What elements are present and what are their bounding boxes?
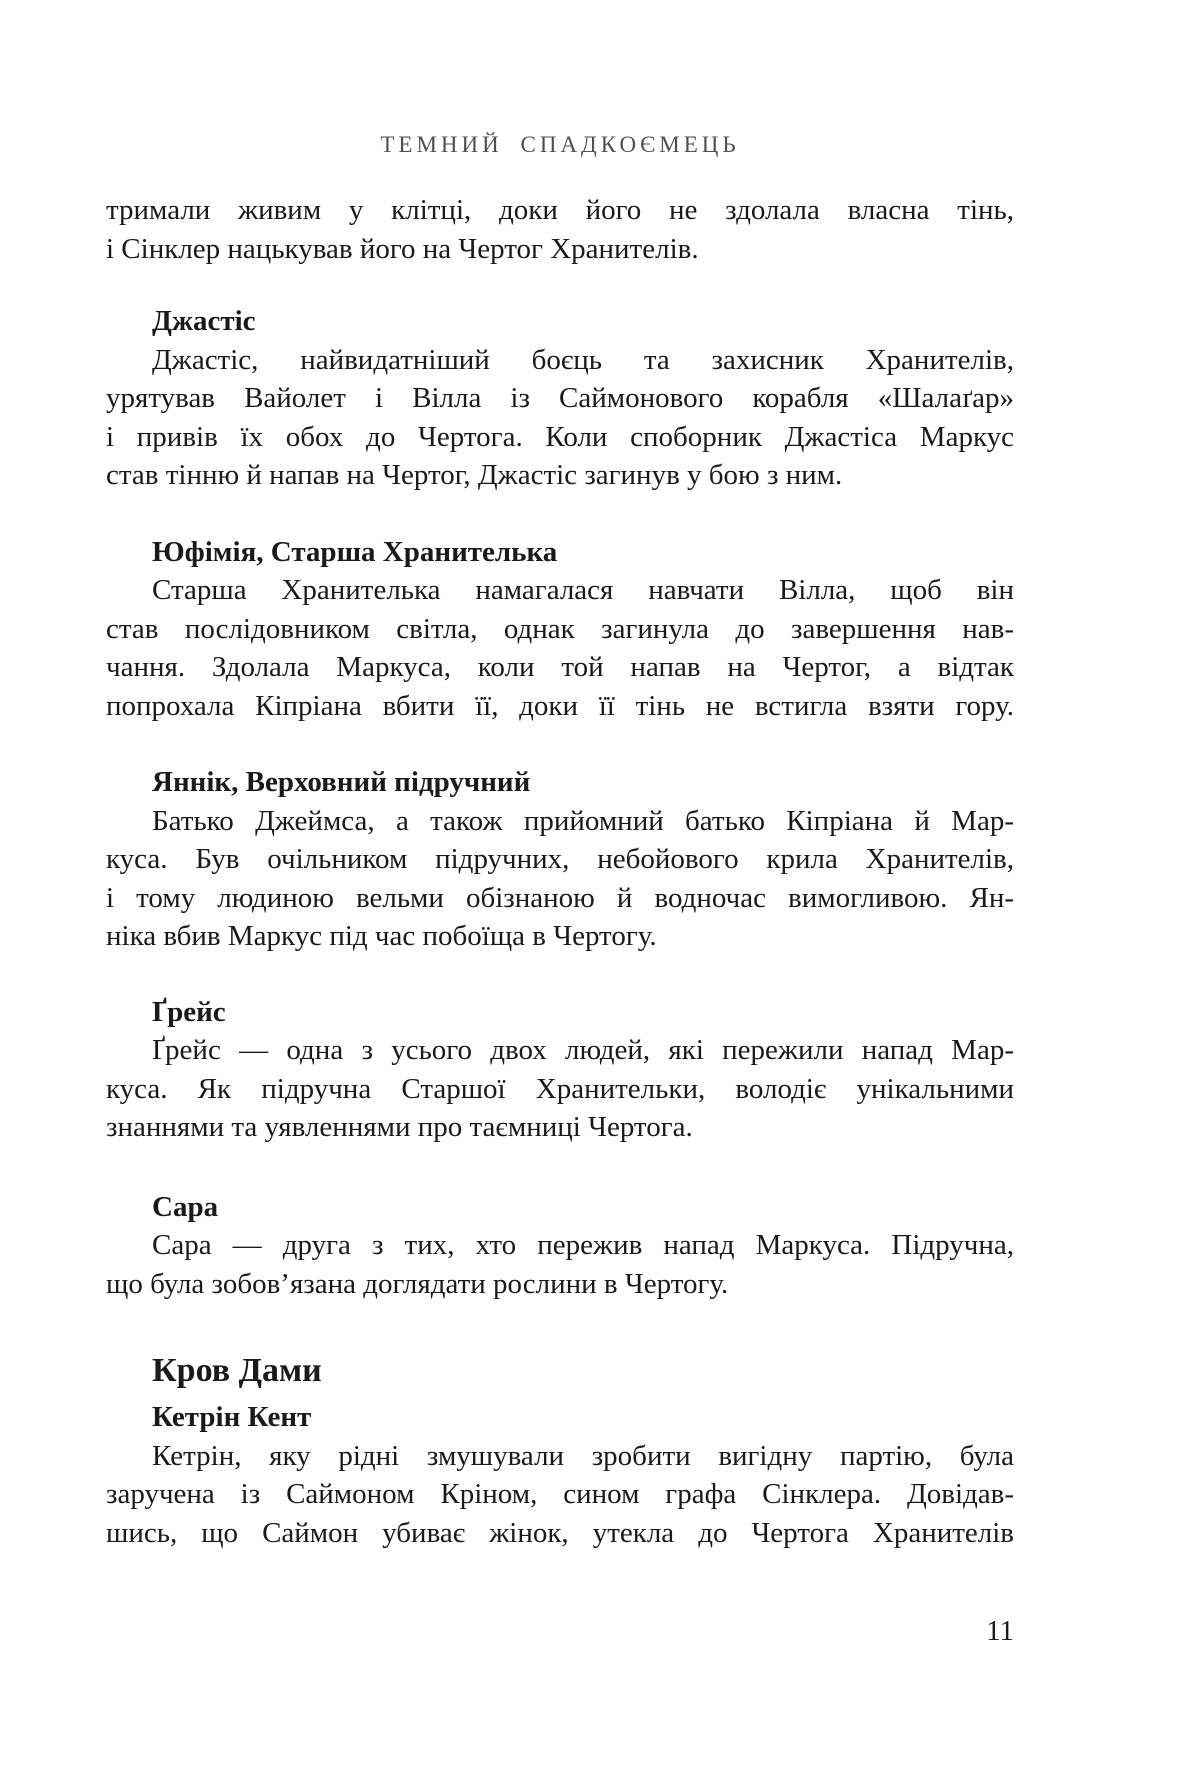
- body-line: ніка вбив Маркус під час побоїща в Чертогу.: [106, 920, 657, 952]
- body-line: тримали живим у клітці, доки його не здолала власна тінь,: [106, 194, 1014, 226]
- page-number: 11: [986, 1615, 1014, 1647]
- character-heading: Сара: [152, 1190, 219, 1223]
- group-heading: Кров Дами: [152, 1352, 322, 1389]
- body-line: Старша Хранителька намагалася навчати Вілла, щоб він: [152, 574, 1014, 606]
- body-line: куса. Як підручна Старшої Хранительки, володіє унікальними: [106, 1072, 1014, 1105]
- body-line: став тінню й напав на Чертог, Джастіс загинув у бою з ним.: [106, 459, 843, 491]
- character-section: [106, 302, 1014, 495]
- body-line: що була зобов’язана доглядати рослини в Чертогу.: [106, 1267, 729, 1300]
- body-line: шись, що Саймон убиває жінок, утекла до Чертога Хранителів: [106, 1516, 1014, 1549]
- body-line: Кетрін, яку рідні змушували зробити вигідну партію, була: [152, 1439, 1014, 1472]
- body-line: попрохала Кіпріана вбити її, доки її тінь не встигла взяти гору.: [106, 689, 1014, 722]
- character-heading: Ґрейс: [152, 995, 226, 1028]
- character-section: [106, 763, 1014, 956]
- body-line: став послідовником світла, однак загинула до завершення нав-: [106, 612, 1014, 645]
- character-heading: Яннік, Верховний підручний: [152, 766, 531, 798]
- body-line: і привів їх обох до Чертога. Коли споборник Джастіса Маркус: [106, 420, 1014, 453]
- body-line: Батько Джеймса, а також прийомний батько Кіпріана й Мар-: [152, 804, 1014, 837]
- character-heading: Юфімія, Старша Хранителька: [152, 535, 558, 568]
- text-column: [106, 0, 1014, 1651]
- character-section: [106, 1188, 1014, 1304]
- character-section: [106, 1398, 1014, 1552]
- body-line: знаннями та уявленнями про таємниці Чертога.: [106, 1111, 693, 1143]
- body-line: Ґрейс — одна з усього двох людей, які пережили напад Мар-: [152, 1034, 1014, 1066]
- character-section: [106, 533, 1014, 726]
- running-header: ТЕМНИЙ СПАДКОЄМЕЦЬ: [380, 132, 740, 157]
- body-line: урятував Вайолет і Вілла із Саймонового корабля «Шалаґар»: [106, 382, 1014, 414]
- paragraph-continuation: [106, 191, 1014, 268]
- body-line: куса. Був очільником підручних, небойового крила Хранителів,: [106, 843, 1014, 875]
- body-line: і Сінклер нацькував його на Чертог Хранителів.: [106, 232, 699, 265]
- character-heading: Джастіс: [152, 305, 256, 337]
- body-line: Джастіс, найвидатніший боєць та захисник Хранителів,: [152, 343, 1014, 376]
- body-line: чання. Здолала Маркуса, коли той напав на Чертог, а відтак: [106, 651, 1014, 683]
- body-line: заручена із Саймоном Кріном, сином графа Сінклера. Довідав-: [106, 1478, 1014, 1510]
- body-line: Сара — друга з тих, хто пережив напад Маркуса. Підручна,: [152, 1229, 1014, 1261]
- character-section: [106, 993, 1014, 1147]
- character-heading: Кетрін Кент: [152, 1401, 312, 1433]
- body-line: і тому людиною вельми обізнаною й водночас вимогливою. Ян-: [106, 881, 1014, 914]
